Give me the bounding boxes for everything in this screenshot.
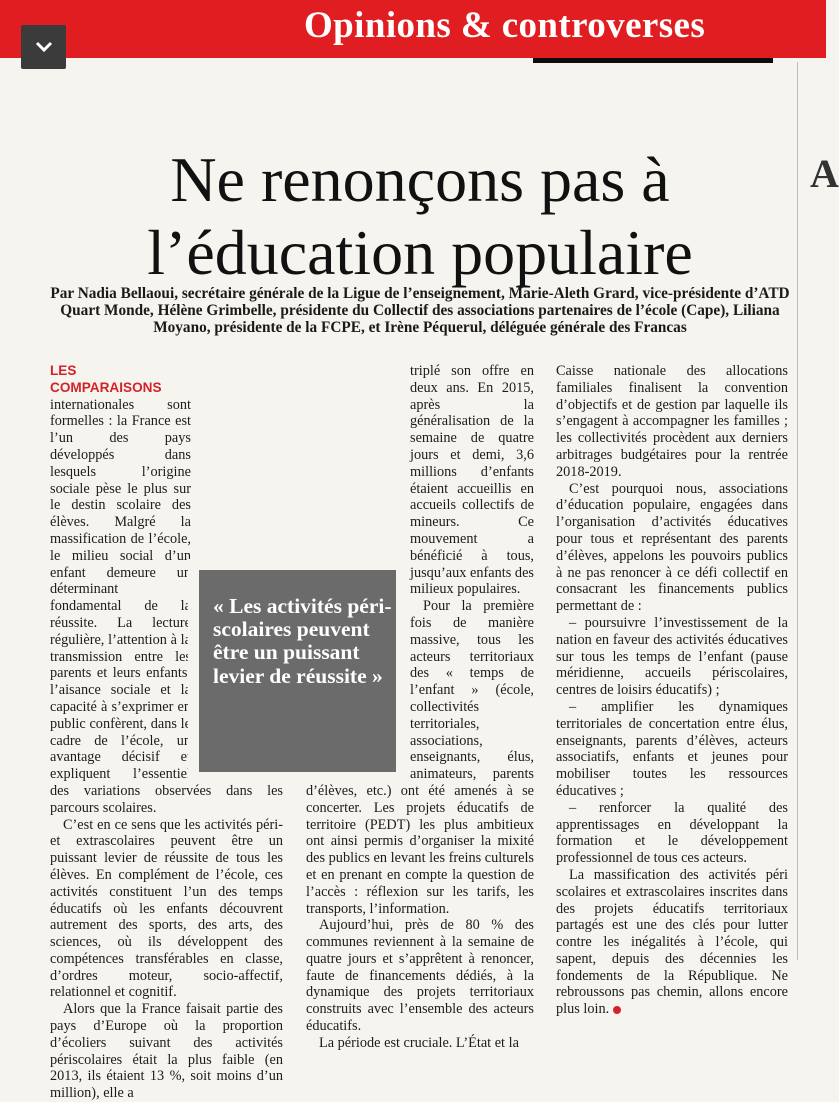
next-article-edge: A xyxy=(810,151,839,196)
section-title: Opinions & controverses xyxy=(304,5,706,46)
article-column-3 xyxy=(556,363,788,1018)
paragraph: Pour la première fois de manière massive, tous les acteurs territoriaux des « temps de l’enfant » (école, collectivités territoriales, associations, enseignants, élus, animateurs, parents d’élèves, etc.) ont été amenés à se concerter. Les projets éducatifs de territoire (PEDT) les plus ambitieux ont ainsi permis d’organiser la mixité des publics en levant les freins culturels et en prenant en compte la question de l’accès : réflexion sur les tarifs, les transports, l’information. xyxy=(306,598,534,917)
pull-quote: « Les activités péri-scolaires peuvent être un puissant levier de réussite » xyxy=(213,594,392,688)
paragraph: triplé son offre en deux ans. En 2015, après la généralisation de la semaine de quatre jours et demi, 3,6 millions d’enfants étaient accueillis en accueils collectifs de mineurs. Ce mouvement a bénéficié à tous, jusqu’aux enfants des milieux populaires. xyxy=(410,363,534,598)
chevron-down-icon xyxy=(35,41,53,53)
paragraph: La massification des activités péri scolaires et extrascolaires inscrites dans des projets éducatifs territoriaux partagés est une des clés pour lutter contre les inégalités à l’école, qui sapent, depuis des décennies les fondements de la République. Ne rebroussons pas chemin, allons encore plus loin. xyxy=(556,866,788,1018)
article-headline: Ne renonçons pas à l’éducation populaire xyxy=(147,143,693,288)
paragraph: – poursuivre l’investissement de la nation en faveur des activités éducatives sur tous les temps de l’enfant (pause méridienne, accueils périscolaires, centres de loisirs éducatifs) ; xyxy=(556,614,788,699)
paragraph: LES COMPARAISONS internationales sont formelles : la France est l’un des pays développés dans lesquels l’origine sociale pèse le plus sur le destin scolaire des élèves. Malgré la massification de l’école, le milieu social d’un enfant demeure un déterminant fondamental de la réussite. La lecture régulière, l’attention à la transmission entre les parents et leurs enfants, l’aisance sociale et la capacité à s’exprimer en public confèrent, dans le cadre de l’école, un avantage décisif et expliquent l’essentiel des variations observées dans les parcours scolaires. xyxy=(50,363,283,816)
paragraph: – amplifier les dynamiques territoriales de concertation entre élus, enseignants, parents d’élèves, acteurs associatifs, enfants et jeunes pour mobiliser toutes les ressources éducatives ; xyxy=(556,698,788,799)
pull-quote-box xyxy=(199,570,396,772)
end-mark-icon xyxy=(613,1006,621,1014)
menu-toggle-button[interactable] xyxy=(21,25,66,69)
paragraph: Aujourd’hui, près de 80 % des communes reviennent à la semaine de quatre jours et s’apprêtent à renoncer, faute de financements dédiés, à la dynamique des projets territoriaux construits avec l’ensemble des acteurs éducatifs. xyxy=(306,917,534,1035)
paragraph: C’est pourquoi nous, associations d’éducation populaire, engagées dans l’organisation d’activités éducatives pour tous et représentant des parents d’élèves, appelons les pouvoirs publics à ne pas renoncer à ce défi collectif en consacrant les financements publics permettant de : xyxy=(556,480,788,615)
paragraph: – renforcer la qualité des apprentissages en développant la formation et le développement professionnel de tous ces acteurs. xyxy=(556,799,788,867)
section-underline xyxy=(533,58,773,63)
article-byline: Par Nadia Bellaoui, secrétaire générale de la Ligue de l’enseignement, Marie-Aleth Grard, vice-présidente d’ATD Quart Monde, Hélène Grimbelle, présidente du Collectif des associations partenaires de l’école (Cape), Liliana Moyano, présidente de la FCPE, et Irène Péquerul, déléguée générale des Francas xyxy=(50,285,790,336)
paragraph: C’est en ce sens que les activités péri- et extrascolaires peuvent être un puissant levier de réussite de tous les élèves. En complément de l’école, ces activités constituent l’un des temps éducatifs où les enfants découvrent autrement des sports, des arts, des sciences, où ils développent des compétences transférables en classe, d’ordres moteur, socio-affectif, relationnel et cognitif. xyxy=(50,816,283,1001)
article-kicker: LES COMPARAISONS xyxy=(50,363,162,395)
paragraph: La période est cruciale. L’État et la xyxy=(319,1034,519,1051)
paragraph: Caisse nationale des allocations familiales finalisent la convention d’objectifs et de gestion par laquelle ils s’engagent à accompagner les familles ; les collectivités procèdent aux derniers arbitrages budgétaires pour la rentrée 2018-2019. xyxy=(556,363,788,480)
paragraph: Alors que la France faisait partie des pays d’Europe où la proportion d’écoliers suivant des activités périscolaires était la plus faible (en 2013, ils étaient 13 %, soit moins d’un million), elle a xyxy=(50,1001,283,1102)
